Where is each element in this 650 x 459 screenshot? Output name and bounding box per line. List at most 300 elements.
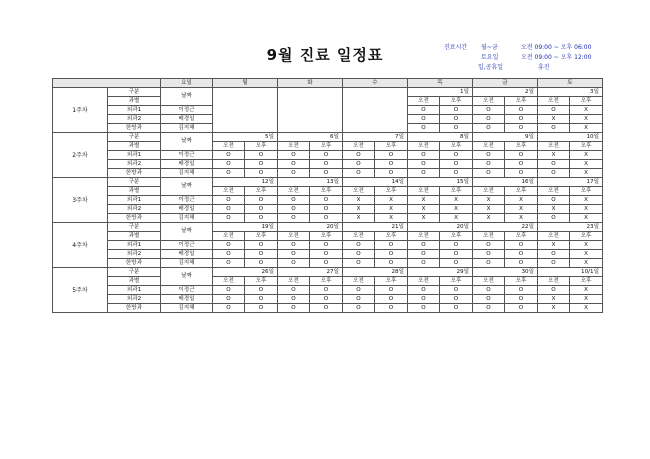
availability-cell: O: [343, 169, 375, 178]
dept-row: [53, 295, 603, 304]
availability-cell: X: [375, 214, 408, 223]
doctor-name: 배경일: [161, 295, 213, 304]
availability-cell: O: [213, 295, 245, 304]
availability-cell: O: [440, 295, 473, 304]
pm-label: 오후: [375, 277, 408, 286]
availability-cell: O: [505, 169, 538, 178]
pm-label: 오후: [245, 187, 278, 196]
availability-cell: O: [310, 205, 343, 214]
dept-row: [53, 160, 603, 169]
am-label: 오전: [408, 277, 440, 286]
week-ampm-row: [53, 142, 603, 151]
availability-cell: X: [440, 196, 473, 205]
availability-cell: O: [538, 259, 570, 268]
am-label: 오전: [278, 277, 310, 286]
availability-cell: O: [505, 286, 538, 295]
hours-day: 일,공휴일: [478, 64, 504, 71]
pm-label: 오후: [505, 232, 538, 241]
availability-cell: X: [570, 160, 603, 169]
availability-cell: O: [408, 304, 440, 313]
availability-cell: X: [343, 214, 375, 223]
doctor-name: 이정근: [161, 241, 213, 250]
availability-cell: O: [440, 241, 473, 250]
availability-cell: O: [213, 286, 245, 295]
date-cell: 30일: [473, 268, 538, 277]
doctor-name: 김지혜: [161, 214, 213, 223]
availability-cell: O: [375, 304, 408, 313]
availability-cell: O: [440, 106, 473, 115]
week-ampm-row: [53, 187, 603, 196]
am-label: 오전: [278, 232, 310, 241]
availability-cell: O: [538, 286, 570, 295]
doctor-name: 김지혜: [161, 259, 213, 268]
availability-cell: O: [440, 286, 473, 295]
availability-cell: O: [310, 304, 343, 313]
dept-row: [53, 196, 603, 205]
availability-cell: O: [213, 169, 245, 178]
availability-cell: O: [278, 250, 310, 259]
availability-cell: O: [538, 124, 570, 133]
availability-cell: O: [505, 250, 538, 259]
availability-cell: O: [245, 169, 278, 178]
date-cell: 21일: [343, 223, 408, 232]
doctor-name: 배경일: [161, 205, 213, 214]
availability-cell: O: [473, 115, 505, 124]
date-label: 날짜: [161, 268, 213, 286]
am-label: 오전: [473, 232, 505, 241]
doctor-name: 김지혜: [161, 169, 213, 178]
dept-name: 외과1: [108, 196, 161, 205]
availability-cell: O: [375, 160, 408, 169]
dept-name: 한방과: [108, 124, 161, 133]
doctor-name: 이정근: [161, 286, 213, 295]
date-cell: 3일: [538, 88, 603, 97]
am-label: 오전: [213, 277, 245, 286]
weekday-cell: 목: [408, 79, 473, 88]
schedule-table: [52, 78, 603, 313]
doctor-name: 배경일: [161, 115, 213, 124]
availability-cell: X: [570, 196, 603, 205]
weekday-cell: 화: [278, 79, 343, 88]
availability-cell: O: [473, 295, 505, 304]
am-label: 오전: [473, 277, 505, 286]
availability-cell: X: [375, 205, 408, 214]
pm-label: 오후: [245, 142, 278, 151]
week-ampm-row: [53, 277, 603, 286]
am-label: 오전: [213, 232, 245, 241]
date-label: 날짜: [161, 223, 213, 241]
availability-cell: X: [538, 304, 570, 313]
am-label: 오전: [538, 277, 570, 286]
availability-cell: X: [343, 205, 375, 214]
am-label: 오전: [278, 187, 310, 196]
availability-cell: O: [473, 160, 505, 169]
availability-cell: X: [375, 196, 408, 205]
pm-label: 오후: [245, 232, 278, 241]
weekday-cell: 금: [473, 79, 538, 88]
dept-row: [53, 205, 603, 214]
weekday-cell: 수: [343, 79, 408, 88]
availability-cell: O: [375, 169, 408, 178]
availability-cell: O: [310, 160, 343, 169]
availability-cell: O: [473, 259, 505, 268]
availability-cell: O: [538, 160, 570, 169]
pm-label: 오후: [505, 277, 538, 286]
availability-cell: O: [408, 250, 440, 259]
dept-name: 한방과: [108, 169, 161, 178]
week-label: 4주차: [53, 223, 108, 268]
availability-cell: X: [538, 295, 570, 304]
availability-cell: O: [473, 151, 505, 160]
availability-cell: O: [213, 196, 245, 205]
date-label: 날짜: [161, 178, 213, 196]
date-cell: 7일: [343, 133, 408, 142]
availability-cell: O: [278, 214, 310, 223]
am-label: 오전: [408, 142, 440, 151]
date-cell: 23일: [538, 223, 603, 232]
availability-cell: O: [310, 169, 343, 178]
dept-row: [53, 259, 603, 268]
dept-header-label: 과별: [108, 232, 161, 241]
date-cell: 26일: [213, 268, 278, 277]
availability-cell: X: [570, 286, 603, 295]
doctor-name: 김지혜: [161, 124, 213, 133]
pm-label: 오후: [570, 232, 603, 241]
week-date-row: [53, 178, 603, 187]
dept-row: [53, 169, 603, 178]
availability-cell: O: [505, 241, 538, 250]
am-label: 오전: [343, 187, 375, 196]
availability-cell: O: [440, 250, 473, 259]
week-label: 5주차: [53, 268, 108, 313]
availability-cell: X: [570, 304, 603, 313]
availability-cell: O: [538, 214, 570, 223]
availability-cell: O: [213, 205, 245, 214]
availability-cell: X: [538, 151, 570, 160]
availability-cell: X: [408, 205, 440, 214]
hours-time: 휴진: [538, 64, 550, 71]
availability-cell: O: [278, 196, 310, 205]
availability-cell: O: [473, 241, 505, 250]
availability-cell: O: [310, 241, 343, 250]
availability-cell: O: [213, 214, 245, 223]
availability-cell: O: [440, 304, 473, 313]
availability-cell: O: [473, 124, 505, 133]
pm-label: 오후: [570, 277, 603, 286]
availability-cell: X: [570, 259, 603, 268]
dept-row: [53, 304, 603, 313]
pm-label: 오후: [375, 142, 408, 151]
availability-cell: X: [570, 214, 603, 223]
am-label: 오전: [343, 232, 375, 241]
availability-cell: X: [570, 124, 603, 133]
availability-cell: X: [538, 115, 570, 124]
availability-cell: O: [375, 295, 408, 304]
availability-cell: O: [278, 205, 310, 214]
dept-name: 한방과: [108, 214, 161, 223]
pm-label: 오후: [440, 187, 473, 196]
am-label: 오전: [538, 232, 570, 241]
week-label: 2주차: [53, 133, 108, 178]
availability-cell: O: [343, 250, 375, 259]
am-label: 오전: [538, 97, 570, 106]
availability-cell: X: [440, 205, 473, 214]
availability-cell: X: [473, 214, 505, 223]
availability-cell: O: [245, 259, 278, 268]
availability-cell: O: [473, 304, 505, 313]
availability-cell: O: [213, 250, 245, 259]
row-kind-label: 구분: [108, 133, 161, 142]
availability-cell: O: [440, 115, 473, 124]
availability-cell: O: [343, 259, 375, 268]
availability-cell: O: [505, 106, 538, 115]
weekday-cell: 월: [213, 79, 278, 88]
week-date-row: [53, 88, 603, 97]
availability-cell: O: [538, 106, 570, 115]
availability-cell: O: [343, 304, 375, 313]
week-date-row: [53, 223, 603, 232]
availability-cell: O: [213, 259, 245, 268]
week-label: 3주차: [53, 178, 108, 223]
availability-cell: O: [408, 124, 440, 133]
am-label: 오전: [473, 97, 505, 106]
availability-cell: X: [473, 196, 505, 205]
doctor-name: 김지혜: [161, 304, 213, 313]
availability-cell: O: [473, 286, 505, 295]
availability-cell: O: [440, 160, 473, 169]
am-label: 오전: [343, 277, 375, 286]
pm-label: 오후: [310, 277, 343, 286]
pm-label: 오후: [440, 97, 473, 106]
doctor-name: 이정근: [161, 151, 213, 160]
dept-row: [53, 286, 603, 295]
availability-cell: O: [408, 160, 440, 169]
blank-day-cell: [343, 88, 408, 133]
availability-cell: O: [343, 151, 375, 160]
availability-cell: O: [505, 115, 538, 124]
availability-cell: X: [408, 214, 440, 223]
date-cell: 15일: [408, 178, 473, 187]
availability-cell: O: [440, 151, 473, 160]
availability-cell: O: [278, 160, 310, 169]
availability-cell: X: [570, 241, 603, 250]
row-kind-label: 구분: [108, 178, 161, 187]
blank-day-cell: [278, 88, 343, 133]
availability-cell: O: [245, 205, 278, 214]
dept-row: [53, 250, 603, 259]
availability-cell: O: [245, 214, 278, 223]
availability-cell: O: [408, 241, 440, 250]
availability-cell: O: [278, 259, 310, 268]
availability-cell: X: [570, 115, 603, 124]
am-label: 오전: [213, 142, 245, 151]
date-label: 날짜: [161, 133, 213, 151]
availability-cell: O: [245, 295, 278, 304]
availability-cell: X: [538, 205, 570, 214]
am-label: 오전: [538, 142, 570, 151]
availability-cell: O: [375, 151, 408, 160]
date-cell: 22일: [473, 223, 538, 232]
availability-cell: O: [278, 304, 310, 313]
date-cell: 28일: [343, 268, 408, 277]
availability-cell: O: [440, 124, 473, 133]
date-cell: 12일: [213, 178, 278, 187]
date-cell: 29일: [408, 268, 473, 277]
availability-cell: O: [505, 304, 538, 313]
availability-cell: O: [310, 151, 343, 160]
availability-cell: O: [310, 250, 343, 259]
dept-row: [53, 214, 603, 223]
availability-cell: O: [278, 151, 310, 160]
availability-cell: O: [408, 106, 440, 115]
availability-cell: O: [343, 160, 375, 169]
dept-name: 외과2: [108, 160, 161, 169]
week-ampm-row: [53, 232, 603, 241]
doctor-name: 이정근: [161, 106, 213, 115]
availability-cell: O: [408, 295, 440, 304]
doctor-name: 배경일: [161, 250, 213, 259]
availability-cell: O: [343, 286, 375, 295]
availability-cell: X: [570, 106, 603, 115]
availability-cell: O: [213, 151, 245, 160]
date-cell: 20일: [408, 223, 473, 232]
availability-cell: X: [473, 205, 505, 214]
am-label: 오전: [343, 142, 375, 151]
pm-label: 오후: [570, 142, 603, 151]
row-kind-label: 구분: [108, 88, 161, 97]
availability-cell: X: [570, 151, 603, 160]
availability-cell: O: [278, 241, 310, 250]
date-cell: 8일: [408, 133, 473, 142]
availability-cell: O: [213, 160, 245, 169]
availability-cell: X: [408, 196, 440, 205]
date-cell: 16일: [473, 178, 538, 187]
dept-name: 외과1: [108, 286, 161, 295]
availability-cell: O: [473, 106, 505, 115]
am-label: 오전: [473, 187, 505, 196]
availability-cell: O: [278, 295, 310, 304]
am-label: 오전: [473, 142, 505, 151]
availability-cell: O: [408, 286, 440, 295]
hours-label: 진료시간: [444, 44, 468, 51]
availability-cell: O: [408, 169, 440, 178]
availability-cell: O: [538, 196, 570, 205]
pm-label: 오후: [375, 187, 408, 196]
weekday-cell: 토: [538, 79, 603, 88]
week-label: 1주차: [53, 88, 108, 133]
availability-cell: O: [505, 160, 538, 169]
hours-day: 월~금: [481, 44, 498, 51]
availability-cell: O: [408, 115, 440, 124]
pm-label: 오후: [505, 142, 538, 151]
pm-label: 오후: [570, 97, 603, 106]
availability-cell: O: [213, 241, 245, 250]
dept-header-label: 과별: [108, 277, 161, 286]
date-cell: 27일: [278, 268, 343, 277]
am-label: 오전: [213, 187, 245, 196]
date-cell: 6일: [278, 133, 343, 142]
date-cell: 14일: [343, 178, 408, 187]
am-label: 오전: [538, 187, 570, 196]
availability-cell: O: [538, 169, 570, 178]
date-label: 날짜: [161, 88, 213, 106]
dept-name: 외과2: [108, 250, 161, 259]
availability-cell: O: [245, 151, 278, 160]
am-label: 오전: [408, 232, 440, 241]
weekday-header-row: [53, 79, 603, 88]
hours-day: 토요일: [481, 54, 499, 61]
availability-cell: O: [310, 196, 343, 205]
availability-cell: X: [538, 241, 570, 250]
availability-cell: O: [343, 295, 375, 304]
availability-cell: O: [505, 151, 538, 160]
row-kind-label: 구분: [108, 268, 161, 277]
date-cell: 10일: [538, 133, 603, 142]
availability-cell: O: [245, 160, 278, 169]
date-cell: 19일: [213, 223, 278, 232]
availability-cell: O: [278, 286, 310, 295]
availability-cell: O: [343, 241, 375, 250]
hours-time: 오전 09:00 ~ 오후 12:00: [521, 54, 592, 61]
availability-cell: O: [213, 304, 245, 313]
dept-name: 외과1: [108, 151, 161, 160]
dept-header-label: 과별: [108, 142, 161, 151]
weekday-label: 요일: [161, 79, 213, 88]
pm-label: 오후: [440, 142, 473, 151]
am-label: 오전: [408, 187, 440, 196]
availability-cell: O: [245, 241, 278, 250]
pm-label: 오후: [570, 187, 603, 196]
corner-cell: [53, 79, 161, 88]
availability-cell: O: [505, 295, 538, 304]
availability-cell: O: [245, 304, 278, 313]
blank-day-cell: [213, 88, 278, 133]
date-cell: 1일: [408, 88, 473, 97]
dept-name: 외과1: [108, 241, 161, 250]
availability-cell: O: [245, 196, 278, 205]
dept-name: 한방과: [108, 304, 161, 313]
availability-cell: O: [440, 169, 473, 178]
hours-time: 오전 09:00 ~ 오후 06:00: [521, 44, 592, 51]
week-date-row: [53, 268, 603, 277]
doctor-name: 배경일: [161, 160, 213, 169]
dept-name: 한방과: [108, 259, 161, 268]
date-cell: 17일: [538, 178, 603, 187]
availability-cell: O: [375, 259, 408, 268]
availability-cell: X: [505, 214, 538, 223]
availability-cell: X: [570, 295, 603, 304]
week-date-row: [53, 133, 603, 142]
date-cell: 9일: [473, 133, 538, 142]
am-label: 오전: [278, 142, 310, 151]
date-cell: 10/1일: [538, 268, 603, 277]
availability-cell: O: [310, 295, 343, 304]
date-cell: 5일: [213, 133, 278, 142]
pm-label: 오후: [245, 277, 278, 286]
dept-name: 외과2: [108, 205, 161, 214]
availability-cell: O: [310, 259, 343, 268]
availability-cell: O: [408, 259, 440, 268]
availability-cell: X: [570, 250, 603, 259]
pm-label: 오후: [505, 97, 538, 106]
availability-cell: X: [440, 214, 473, 223]
pm-label: 오후: [310, 142, 343, 151]
availability-cell: O: [505, 124, 538, 133]
availability-cell: O: [505, 259, 538, 268]
date-cell: 2일: [473, 88, 538, 97]
dept-name: 외과1: [108, 106, 161, 115]
row-kind-label: 구분: [108, 223, 161, 232]
